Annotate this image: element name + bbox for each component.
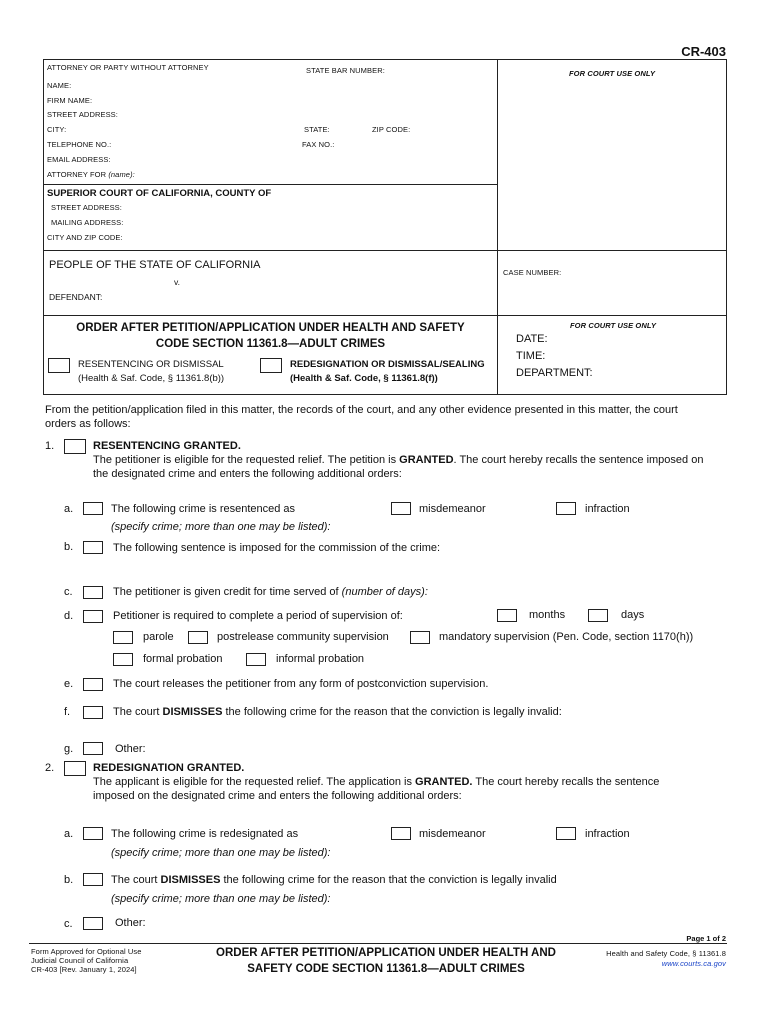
s2-a-note: (specify crime; more than one may be listed): bbox=[111, 847, 331, 859]
s2-text-2: imposed on the designated crime and enters the following additional orders: bbox=[93, 790, 462, 802]
s1-f-text-c: the following crime for the reason that the conviction is legally invalid: bbox=[225, 706, 562, 718]
s2-heading: REDESIGNATION GRANTED. bbox=[93, 762, 245, 774]
s1-c-main: The petitioner is given credit for time served of bbox=[113, 586, 339, 598]
s1-text-2: the designated crime and enters the following additional orders: bbox=[93, 468, 402, 480]
parole-label: parole bbox=[143, 631, 174, 643]
s1-text-1c: . The court hereby recalls the sentence imposed on bbox=[453, 454, 704, 466]
title-line-1: ORDER AFTER PETITION/APPLICATION UNDER HEALTH AND SAFETY bbox=[76, 322, 465, 334]
zip-label: ZIP CODE: bbox=[372, 125, 411, 134]
s2-b-note: (specify crime; more than one may be listed): bbox=[111, 893, 331, 905]
s1-g-checkbox[interactable] bbox=[83, 742, 103, 755]
informal-probation-label: informal probation bbox=[276, 653, 365, 665]
attorney-for-label bbox=[47, 170, 135, 179]
footer-title-1: ORDER AFTER PETITION/APPLICATION UNDER HEALTH AND bbox=[216, 947, 556, 959]
s1-c-checkbox[interactable] bbox=[83, 586, 103, 599]
footer-left-1: Form Approved for Optional Use bbox=[31, 947, 142, 956]
s2-text-1 bbox=[93, 776, 659, 788]
time-label: TIME: bbox=[516, 350, 546, 362]
s2-b-text-c: the following crime for the reason that the conviction is legally invalid bbox=[223, 874, 557, 886]
s1-b-text: The following sentence is imposed for the commission of the crime: bbox=[113, 542, 441, 554]
attorney-for-text: ATTORNEY FOR bbox=[47, 170, 107, 179]
court-mailing-label: MAILING ADDRESS: bbox=[51, 218, 124, 227]
s1-a-text: The following crime is resentenced as bbox=[111, 503, 296, 515]
s1-f-text-b: DISMISSES bbox=[162, 706, 223, 718]
s1-text-1a: The petitioner is eligible for the requested relief. The petition is bbox=[93, 454, 397, 466]
days-checkbox[interactable] bbox=[588, 609, 608, 622]
s2-b-letter: b. bbox=[64, 874, 74, 886]
state-bar-label: STATE BAR NUMBER: bbox=[306, 66, 385, 75]
city-label: CITY: bbox=[47, 125, 67, 134]
s2-a-letter: a. bbox=[64, 828, 74, 840]
fax-label: FAX NO.: bbox=[302, 140, 335, 149]
parole-checkbox[interactable] bbox=[113, 631, 133, 644]
opt1-line2: (Health & Saf. Code, § 11361.8(b)) bbox=[78, 373, 225, 384]
s2-infraction-checkbox[interactable] bbox=[556, 827, 576, 840]
days-label: days bbox=[621, 609, 645, 621]
s2-checkbox[interactable] bbox=[64, 761, 86, 776]
opt1-line1: RESENTENCING OR DISMISSAL bbox=[78, 359, 224, 370]
footer-title-2: SAFETY CODE SECTION 11361.8—ADULT CRIMES bbox=[247, 963, 525, 975]
s1-misdemeanor-checkbox[interactable] bbox=[391, 502, 411, 515]
page-number: Page 1 of 2 bbox=[686, 934, 726, 943]
s1-a-note: (specify crime; more than one may be listed): bbox=[111, 521, 331, 533]
s1-d-text: Petitioner is required to complete a period of supervision of: bbox=[113, 610, 403, 622]
informal-probation-checkbox[interactable] bbox=[246, 653, 266, 666]
s2-b-text-b: DISMISSES bbox=[160, 874, 221, 886]
s2-b-text-a: The court bbox=[111, 874, 158, 886]
s2-a-text: The following crime is redesignated as bbox=[111, 828, 299, 840]
s1-b-letter: b. bbox=[64, 541, 74, 553]
s1-f-text bbox=[113, 706, 562, 718]
s2-text-1a: The applicant is eligible for the requested relief. The application is bbox=[93, 776, 412, 788]
s2-b-checkbox[interactable] bbox=[83, 873, 103, 886]
s2-text-1c: The court hereby recalls the sentence bbox=[475, 776, 660, 788]
s1-e-checkbox[interactable] bbox=[83, 678, 103, 691]
opt2-line1: REDESIGNATION OR DISMISSAL/SEALING bbox=[290, 359, 485, 370]
street-label: STREET ADDRESS: bbox=[47, 110, 118, 119]
s1-e-text: The court releases the petitioner from any form of postconviction supervision. bbox=[113, 678, 489, 690]
s2-b-text bbox=[111, 874, 557, 886]
intro-line-1: From the petition/application filed in this matter, the records of the court, and any other evidence presented in this matter, the court bbox=[45, 404, 678, 416]
s2-a-checkbox[interactable] bbox=[83, 827, 103, 840]
formal-probation-checkbox[interactable] bbox=[113, 653, 133, 666]
s1-c-letter: c. bbox=[64, 586, 73, 598]
s1-text-1b: GRANTED bbox=[399, 454, 454, 466]
caption-rule-2 bbox=[43, 250, 727, 251]
s1-b-checkbox[interactable] bbox=[83, 541, 103, 554]
attorney-for-name: (name): bbox=[108, 170, 135, 179]
months-label: months bbox=[529, 609, 566, 621]
versus-label: v. bbox=[174, 277, 180, 287]
s1-g-letter: g. bbox=[64, 743, 74, 755]
s2-misdemeanor-checkbox[interactable] bbox=[391, 827, 411, 840]
s2-number: 2. bbox=[45, 762, 55, 774]
s1-heading: RESENTENCING GRANTED. bbox=[93, 440, 241, 452]
s2-c-text: Other: bbox=[115, 917, 146, 929]
court-use-label-2: FOR COURT USE ONLY bbox=[570, 321, 657, 330]
s1-e-letter: e. bbox=[64, 678, 74, 690]
s2-c-checkbox[interactable] bbox=[83, 917, 103, 930]
court-street-label: STREET ADDRESS: bbox=[51, 203, 122, 212]
s1-f-checkbox[interactable] bbox=[83, 706, 103, 719]
s1-infraction-checkbox[interactable] bbox=[556, 502, 576, 515]
redesignation-checkbox[interactable] bbox=[260, 358, 282, 373]
mandatory-label: mandatory supervision (Pen. Code, section 1170(h)) bbox=[439, 631, 694, 643]
footer-right-1: Health and Safety Code, § 11361.8 bbox=[606, 949, 726, 958]
phone-label: TELEPHONE NO.: bbox=[47, 140, 112, 149]
intro-line-2: orders as follows: bbox=[45, 418, 131, 430]
footer-left-3: CR-403 [Rev. January 1, 2024] bbox=[31, 965, 137, 974]
s1-d-letter: d. bbox=[64, 610, 74, 622]
court-use-label: FOR COURT USE ONLY bbox=[569, 69, 656, 78]
s1-misdemeanor-label: misdemeanor bbox=[419, 503, 486, 515]
s1-c-text bbox=[113, 586, 428, 598]
caption-divider bbox=[497, 59, 498, 316]
department-label: DEPARTMENT: bbox=[516, 367, 593, 379]
prcs-checkbox[interactable] bbox=[188, 631, 208, 644]
s1-number: 1. bbox=[45, 440, 55, 452]
title-line-2: CODE SECTION 11361.8—ADULT CRIMES bbox=[155, 338, 386, 350]
s1-d-checkbox[interactable] bbox=[83, 610, 103, 623]
s1-c-note: (number of days): bbox=[341, 586, 428, 598]
email-label: EMAIL ADDRESS: bbox=[47, 155, 111, 164]
s1-text-1 bbox=[93, 454, 703, 466]
months-checkbox[interactable] bbox=[497, 609, 517, 622]
s2-c-letter: c. bbox=[64, 918, 73, 930]
mandatory-checkbox[interactable] bbox=[410, 631, 430, 644]
s1-f-letter: f. bbox=[64, 706, 71, 718]
s1-g-text: Other: bbox=[115, 743, 146, 755]
date-label: DATE: bbox=[516, 333, 548, 345]
case-number-label: CASE NUMBER: bbox=[503, 268, 562, 277]
court-heading: SUPERIOR COURT OF CALIFORNIA, COUNTY OF bbox=[47, 188, 272, 199]
people-label: PEOPLE OF THE STATE OF CALIFORNIA bbox=[49, 259, 261, 271]
resentencing-checkbox[interactable] bbox=[48, 358, 70, 373]
formal-probation-label: formal probation bbox=[143, 653, 223, 665]
prcs-label: postrelease community supervision bbox=[217, 631, 389, 643]
s2-infraction-label: infraction bbox=[585, 828, 630, 840]
name-label: NAME: bbox=[47, 81, 72, 90]
attorney-label: ATTORNEY OR PARTY WITHOUT ATTORNEY bbox=[47, 63, 209, 72]
s1-checkbox[interactable] bbox=[64, 439, 86, 454]
footer-rule bbox=[29, 943, 727, 944]
form-number: CR-403 bbox=[681, 44, 726, 59]
firm-label: FIRM NAME: bbox=[47, 96, 93, 105]
s1-f-text-a: The court bbox=[113, 706, 160, 718]
s1-a-letter: a. bbox=[64, 503, 74, 515]
footer-left-2: Judicial Council of California bbox=[31, 956, 129, 965]
caption-rule-1 bbox=[43, 184, 498, 185]
s1-a-checkbox[interactable] bbox=[83, 502, 103, 515]
state-label: STATE: bbox=[304, 125, 330, 134]
courts-link[interactable]: www.courts.ca.gov bbox=[661, 959, 726, 968]
opt2-line2: (Health & Saf. Code, § 11361.8(f)) bbox=[290, 373, 438, 384]
s2-misdemeanor-label: misdemeanor bbox=[419, 828, 486, 840]
s1-infraction-label: infraction bbox=[585, 503, 630, 515]
defendant-label: DEFENDANT: bbox=[49, 292, 103, 302]
court-city-label: CITY AND ZIP CODE: bbox=[47, 233, 123, 242]
s2-text-1b: GRANTED. bbox=[415, 776, 473, 788]
